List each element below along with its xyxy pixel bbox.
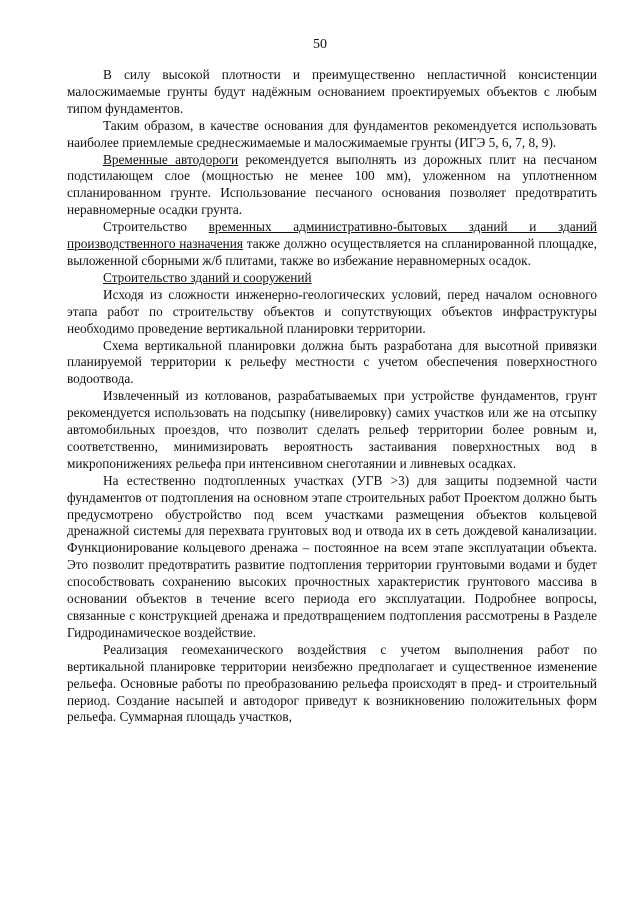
temporary-roads-text: рекомендуется выполнять из дорожных плит на песчаном подстилающем слое (мощностью не менее 100 мм), уложенном на уплотненном спланированном грунте. Использование песчаного основания позволяет предотвратить неравномерные осадки грунта. [67, 151, 597, 218]
paragraph-foundation-base: Таким образом, в качестве основания для фундаментов рекомендуется использовать наиболее приемлемые среднесжимаемые и малосжимаемые грунты (ИГЭ 5, 6, 7, 8, 9). [67, 117, 597, 150]
temporary-buildings-term: временных административно-бытовых зданий и зданий производственного назначения [67, 219, 597, 252]
page-number: 50 [313, 37, 327, 52]
temporary-buildings-start: Строительство [103, 219, 209, 235]
document-body [67, 67, 597, 726]
section-heading-text: Строительство зданий и сооружений [103, 269, 312, 285]
paragraph-geomechanical-impact: Реализация геомеханического воздействия с учетом выполнения работ по вертикальной планировке территории неизбежно предполагает и существенное изменение рельефа. Основные работы по преобразованию рельефа происходят в пред- и строительный период. Создание насыпей и автодорог приведут к возникновению положительных форм рельефа. Суммарная площадь участков, [67, 641, 597, 725]
paragraph-planning-scheme: Схема вертикальной планировки должна быть разработана для высотной привязки планируемой территории к рельефу местности с учетом обеспечения поверхностного водоотвода. [67, 337, 597, 387]
paragraph-soil-density: В силу высокой плотности и преимущественно непластичной консистенции малосжимаемые грунты будут надёжным основанием проектируемых объектов с любым типом фундаментов. [67, 67, 597, 116]
temporary-roads-term: Временные автодороги [103, 151, 239, 167]
paragraph-drainage: На естественно подтопленных участках (УГВ >3) для защиты подземной части фундаментов от подтопления на основном этапе строительных работ Проектом должно быть предусмотрено обустройство под всем участками размещения объектов кольцевой дренажной системы для перехвата грунтовых вод и отвода их в сеть дождевой канализации. Функционирование кольцевого дренажа – постоянное на всем этапе эксплуатации объекта. Это позволит предотвратить развитие подтопления территории грунтовыми водами и будет способствовать сохранению высоких прочностных характеристик грунтового массива в основании объектов в течение всего периода его эксплуатации. Подробнее вопросы, связанные с конструкцией дренажа и предотвращением подтопления рассмотрены в Разделе Гидродинамическое воздействие. [67, 472, 597, 640]
paragraph-vertical-planning: Исходя из сложности инженерно-геологических условий, перед началом основного этапа работ по строительству объектов и сопутствующих объектов инфраструктуры необходимо проведение вертикальной планировки территории. [67, 286, 597, 336]
temporary-buildings-text: также должно осуществляется на спланированной площадке, выложенной сборными ж/б плитами, также во избежание неравномерных осадок. [67, 236, 597, 268]
paragraph-excavated-soil: Извлеченный из котлованов, разрабатываемых при устройстве фундаментов, грунт рекомендуется использовать на подсыпку (нивелировку) самих участков или же на отсыпку автомобильных проездов, что позволит сделать рельеф территории более ровным и, соответственно, минимизировать вероятность застаивания поверхностных вод в микропонижениях рельефа при интенсивном снеготаянии и ливневых осадках. [67, 388, 597, 471]
paragraph-temporary-roads [67, 152, 597, 220]
paragraph-temporary-buildings [67, 219, 597, 270]
section-heading [67, 270, 597, 287]
